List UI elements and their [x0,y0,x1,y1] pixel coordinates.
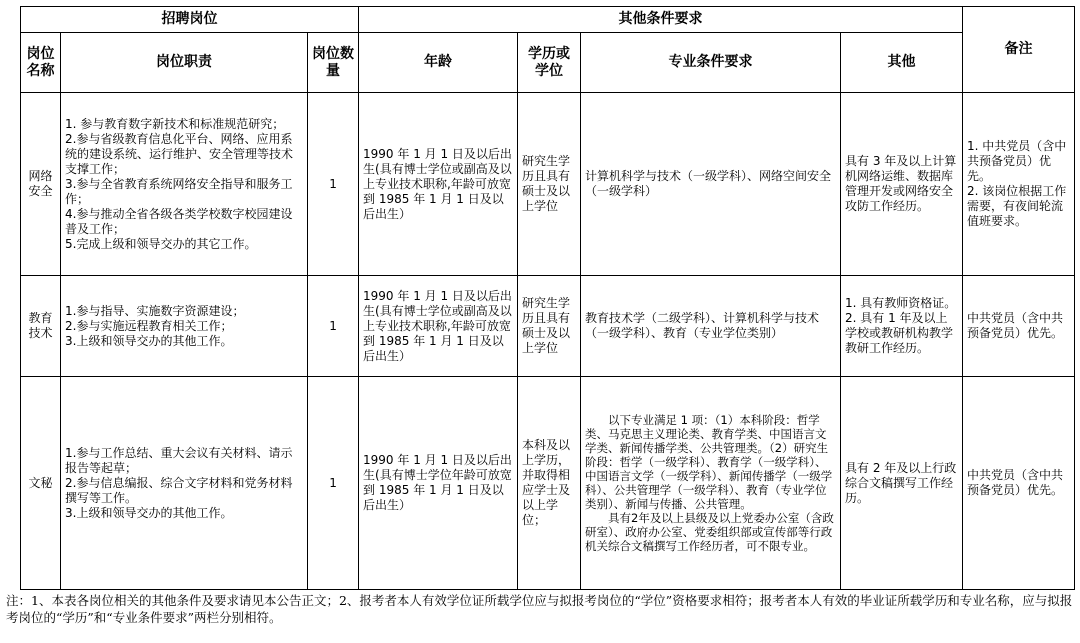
header-position-name: 岗位名称 [21,33,61,93]
position-name-cell: 文秘 [21,377,61,590]
position-name-cell: 网络 安全 [21,93,61,276]
education-cell: 本科及以上学历，并取得相应学士及以上学位； [518,377,581,590]
education-cell: 研究生学历且具有硕士及以上学位 [518,93,581,276]
header-position-duty: 岗位职责 [61,33,308,93]
table-row [21,93,1075,276]
remark-cell: 1. 中共党员（含中共预备党员）优先。 2. 该岗位根据工作需要，有夜间轮流值班要求。 [963,93,1075,276]
age-cell: 1990 年 1 月 1 日及以后出生(具有博士学位或副高及以上专业技术职称,年龄可放宽到 1985 年 1 月 1 日及以后出生） [359,93,518,276]
header-group-position: 招聘岗位 [21,7,359,33]
position-count-cell: 1 [308,93,359,276]
header-education: 学历或学位 [518,33,581,93]
major-cell: 教育技术学（二级学科）、计算机科学与技术（一级学科）、教育（专业学位类别） [581,276,841,377]
position-duty-cell: 1. 参与教育数字新技术和标准规范研究； 2.参与省级教育信息化平台、网络、应用系统的建设系统、运行维护、安全管理等技术支撑工作； 3.参与全省教育系统网络安全指导和服务工作； 4.参与推动全省各级各类学校数字校园建设普及工作； 5.完成上级和领导交办的其它工作。 [61,93,308,276]
other-cell: 具有 2 年及以上行政综合文稿撰写工作经历。 [841,377,963,590]
table-row [21,276,1075,377]
remark-cell: 中共党员（含中共预备党员）优先。 [963,377,1075,590]
age-cell: 1990 年 1 月 1 日及以后出生(具有博士学位年龄可放宽到 1985 年 1 月 1 日及以后出生） [359,377,518,590]
header-group-row [21,7,1075,33]
header-major: 专业条件要求 [581,33,841,93]
position-duty-cell: 1.参与工作总结、重大会议有关材料、请示报告等起草； 2.参与信息编报、综合文字材料和党务材料撰写等工作。 3.上级和领导交办的其他工作。 [61,377,308,590]
other-cell: 1. 具有教师资格证。 2. 具有 1 年及以上学校或教研机构教学教研工作经历。 [841,276,963,377]
header-remark: 备注 [963,7,1075,93]
position-name-cell: 教育 技术 [21,276,61,377]
age-cell: 1990 年 1 月 1 日及以后出生(具有博士学位或副高及以上专业技术职称,年龄可放宽到 1985 年 1 月 1 日及以后出生） [359,276,518,377]
remark-cell: 中共党员（含中共预备党员）优先。 [963,276,1075,377]
position-count-cell: 1 [308,276,359,377]
header-age: 年龄 [359,33,518,93]
header-position-count: 岗位数量 [308,33,359,93]
header-group-conditions: 其他条件要求 [359,7,963,33]
recruitment-table [20,6,1075,590]
other-cell: 具有 3 年及以上计算机网络运维、数据库管理开发或网络安全攻防工作经历。 [841,93,963,276]
education-cell: 研究生学历且具有硕士及以上学位 [518,276,581,377]
table-row [21,377,1075,590]
position-count-cell: 1 [308,377,359,590]
footnote: 注：1、本表各岗位相关的其他条件及要求请见本公告正文；2、报考者本人有效学位证所载学位应与拟报考岗位的“学位”资格要求相符；报考者本人有效的毕业证所载学历和专业名称，应与拟报考岗位的“学历”和“专业条件要求”两栏分别相符。 [6,593,1073,625]
major-cell: 以下专业满足 1 项：（1）本科阶段：哲学类、马克思主义理论类、教育学类、中国语言文学类、新闻传播学类、公共管理类。（2）研究生阶段：哲学（一级学科）、教育学（一级学科）、中国语言文学（一级学科）、新闻传播学（一级学科）、公共管理学（一级学科）、教育（专业学位类别）、新闻与传播、公共管理。 具有2年及以上县级及以上党委办公室（含政研室）、政府办公室、党委组织部或宣传部等行政机关综合文稿撰写工作经历者，可不限专业。 [581,377,841,590]
major-cell: 计算机科学与技术（一级学科）、网络空间安全（一级学科） [581,93,841,276]
recruitment-table-container [20,6,1074,590]
header-column-row [21,33,1075,93]
position-duty-cell: 1.参与指导、实施数字资源建设； 2.参与实施远程教育相关工作； 3.上级和领导交办的其他工作。 [61,276,308,377]
header-other: 其他 [841,33,963,93]
